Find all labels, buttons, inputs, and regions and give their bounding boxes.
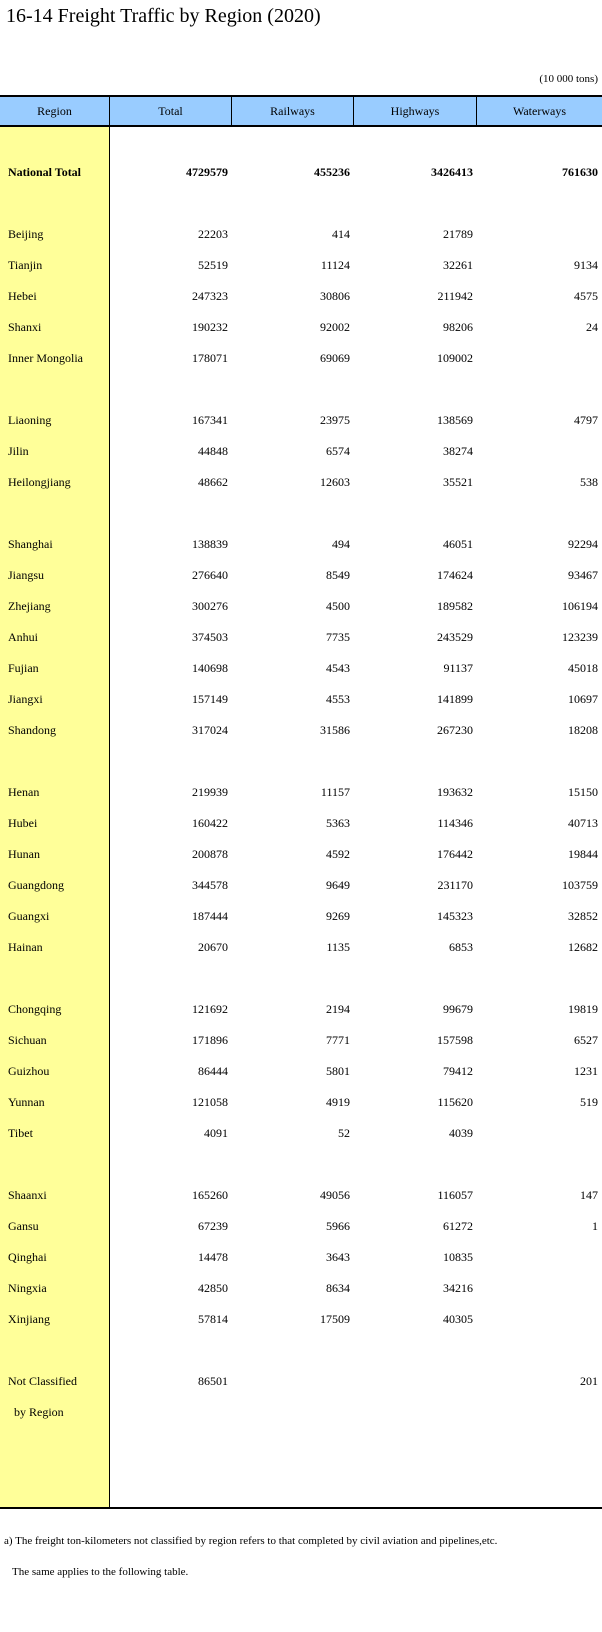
header-railways: Railways xyxy=(232,97,354,125)
highways-cell: 34216 xyxy=(443,1280,473,1295)
total-cell: 67239 xyxy=(198,1218,228,1233)
region-cell: Hunan xyxy=(8,846,40,861)
table-header xyxy=(0,95,602,127)
railways-cell: 52 xyxy=(338,1125,350,1140)
highways-cell: 157598 xyxy=(437,1032,473,1047)
waterways-cell: 15150 xyxy=(568,784,598,799)
table-row xyxy=(0,1276,602,1300)
waterways-cell: 92294 xyxy=(568,536,598,551)
region-cell: Hubei xyxy=(8,815,38,830)
table-row xyxy=(0,1369,602,1393)
waterways-cell: 32852 xyxy=(568,908,598,923)
waterways-cell: 106194 xyxy=(562,598,598,613)
total-cell: 160422 xyxy=(192,815,228,830)
region-cell: Yunnan xyxy=(8,1094,45,1109)
footnote-line-2: The same applies to the following table. xyxy=(4,1566,189,1578)
region-cell: Shanxi xyxy=(8,319,42,334)
waterways-cell: 6527 xyxy=(574,1032,598,1047)
railways-cell: 2194 xyxy=(326,1001,350,1016)
region-cell: Xinjiang xyxy=(8,1311,50,1326)
railways-cell: 11157 xyxy=(320,784,350,799)
table-row xyxy=(0,315,602,339)
region-cell: Shandong xyxy=(8,722,56,737)
table-row xyxy=(0,1245,602,1269)
highways-cell: 10835 xyxy=(443,1249,473,1264)
waterways-cell: 538 xyxy=(580,474,598,489)
total-cell: 140698 xyxy=(192,660,228,675)
unit-label: (10 000 tons) xyxy=(539,73,598,85)
railways-cell: 23975 xyxy=(320,412,350,427)
waterways-cell: 1231 xyxy=(574,1063,598,1078)
railways-cell: 7735 xyxy=(326,629,350,644)
highways-cell: 145323 xyxy=(437,908,473,923)
total-cell: 86501 xyxy=(198,1373,228,1388)
highways-cell: 38274 xyxy=(443,443,473,458)
highways-cell: 3426413 xyxy=(431,164,473,179)
railways-cell: 4543 xyxy=(326,660,350,675)
total-cell: 86444 xyxy=(198,1063,228,1078)
railways-cell: 30806 xyxy=(320,288,350,303)
table-row xyxy=(0,780,602,804)
highways-cell: 40305 xyxy=(443,1311,473,1326)
header-region: Region xyxy=(0,97,110,125)
highways-cell: 99679 xyxy=(443,1001,473,1016)
region-cell: Gansu xyxy=(8,1218,39,1233)
page-title: 16-14 Freight Traffic by Region (2020) xyxy=(6,5,321,27)
table-row xyxy=(0,532,602,556)
railways-cell: 5363 xyxy=(326,815,350,830)
highways-cell: 109002 xyxy=(437,350,473,365)
table-row xyxy=(0,1059,602,1083)
waterways-cell: 9134 xyxy=(574,257,598,272)
region-cell: by Region xyxy=(8,1404,64,1419)
region-cell: Fujian xyxy=(8,660,39,675)
region-cell: Beijing xyxy=(8,226,44,241)
railways-cell: 5801 xyxy=(326,1063,350,1078)
region-cell: Tianjin xyxy=(8,257,43,272)
table-row xyxy=(0,904,602,928)
region-cell: Ningxia xyxy=(8,1280,47,1295)
table-row xyxy=(0,408,602,432)
total-cell: 344578 xyxy=(192,877,228,892)
region-cell: Henan xyxy=(8,784,40,799)
table-row xyxy=(0,656,602,680)
railways-cell: 6574 xyxy=(326,443,350,458)
highways-cell: 189582 xyxy=(437,598,473,613)
region-cell: Jiangxi xyxy=(8,691,43,706)
total-cell: 165260 xyxy=(192,1187,228,1202)
table-row xyxy=(0,1307,602,1331)
table-row xyxy=(0,1214,602,1238)
railways-cell: 1135 xyxy=(326,939,350,954)
table-row xyxy=(0,997,602,1021)
waterways-cell: 4575 xyxy=(574,288,598,303)
waterways-cell: 40713 xyxy=(568,815,598,830)
region-cell: Inner Mongolia xyxy=(8,350,83,365)
highways-cell: 6853 xyxy=(449,939,473,954)
railways-cell: 92002 xyxy=(320,319,350,334)
table-row xyxy=(0,222,602,246)
railways-cell: 4500 xyxy=(326,598,350,613)
region-cell: National Total xyxy=(8,164,82,179)
highways-cell: 115620 xyxy=(437,1094,473,1109)
railways-cell: 49056 xyxy=(320,1187,350,1202)
table-row xyxy=(0,346,602,370)
region-cell: Guizhou xyxy=(8,1063,50,1078)
waterways-cell: 10697 xyxy=(568,691,598,706)
waterways-cell: 519 xyxy=(580,1094,598,1109)
region-cell: Jiangsu xyxy=(8,567,44,582)
total-cell: 247323 xyxy=(192,288,228,303)
waterways-cell: 24 xyxy=(586,319,598,334)
railways-cell: 5966 xyxy=(326,1218,350,1233)
total-cell: 121692 xyxy=(192,1001,228,1016)
region-cell: Hainan xyxy=(8,939,43,954)
total-cell: 121058 xyxy=(192,1094,228,1109)
waterways-cell: 12682 xyxy=(568,939,598,954)
total-cell: 44848 xyxy=(198,443,228,458)
total-cell: 22203 xyxy=(198,226,228,241)
railways-cell: 17509 xyxy=(320,1311,350,1326)
highways-cell: 61272 xyxy=(443,1218,473,1233)
railways-cell: 31586 xyxy=(320,722,350,737)
highways-cell: 35521 xyxy=(443,474,473,489)
waterways-cell: 4797 xyxy=(574,412,598,427)
table-row xyxy=(0,687,602,711)
railways-cell: 7771 xyxy=(326,1032,350,1047)
highways-cell: 21789 xyxy=(443,226,473,241)
waterways-cell: 45018 xyxy=(568,660,598,675)
waterways-cell: 761630 xyxy=(562,164,598,179)
table-row xyxy=(0,718,602,742)
table-row xyxy=(0,842,602,866)
waterways-cell: 147 xyxy=(580,1187,598,1202)
region-cell: Chongqing xyxy=(8,1001,62,1016)
region-cell: Zhejiang xyxy=(8,598,51,613)
region-cell: Shaanxi xyxy=(8,1187,47,1202)
waterways-cell: 103759 xyxy=(562,877,598,892)
total-cell: 317024 xyxy=(192,722,228,737)
total-cell: 276640 xyxy=(192,567,228,582)
table-row xyxy=(0,873,602,897)
total-cell: 167341 xyxy=(192,412,228,427)
highways-cell: 116057 xyxy=(437,1187,473,1202)
region-cell: Shanghai xyxy=(8,536,53,551)
region-cell: Qinghai xyxy=(8,1249,47,1264)
table-row xyxy=(0,439,602,463)
table-bottom-rule xyxy=(0,1507,602,1509)
header-total: Total xyxy=(110,97,232,125)
highways-cell: 176442 xyxy=(437,846,473,861)
table-row xyxy=(0,284,602,308)
railways-cell: 11124 xyxy=(320,257,350,272)
total-cell: 178071 xyxy=(192,350,228,365)
region-cell: Liaoning xyxy=(8,412,52,427)
table-row xyxy=(0,594,602,618)
railways-cell: 9649 xyxy=(326,877,350,892)
highways-cell: 138569 xyxy=(437,412,473,427)
freight-table xyxy=(0,95,602,1509)
railways-cell: 8634 xyxy=(326,1280,350,1295)
railways-cell: 4592 xyxy=(326,846,350,861)
highways-cell: 267230 xyxy=(437,722,473,737)
region-cell: Guangdong xyxy=(8,877,64,892)
table-row xyxy=(0,1090,602,1114)
table-row xyxy=(0,253,602,277)
railways-cell: 8549 xyxy=(326,567,350,582)
highways-cell: 211942 xyxy=(437,288,473,303)
table-row xyxy=(0,160,602,184)
table-row xyxy=(0,563,602,587)
total-cell: 20670 xyxy=(198,939,228,954)
waterways-cell: 19844 xyxy=(568,846,598,861)
railways-cell: 12603 xyxy=(320,474,350,489)
highways-cell: 4039 xyxy=(449,1125,473,1140)
highways-cell: 243529 xyxy=(437,629,473,644)
highways-cell: 91137 xyxy=(443,660,473,675)
total-cell: 171896 xyxy=(192,1032,228,1047)
total-cell: 219939 xyxy=(192,784,228,799)
table-row xyxy=(0,811,602,835)
waterways-cell: 93467 xyxy=(568,567,598,582)
waterways-cell: 19819 xyxy=(568,1001,598,1016)
total-cell: 187444 xyxy=(192,908,228,923)
railways-cell: 9269 xyxy=(326,908,350,923)
railways-cell: 4553 xyxy=(326,691,350,706)
region-cell: Guangxi xyxy=(8,908,50,923)
total-cell: 300276 xyxy=(192,598,228,613)
table-row xyxy=(0,1183,602,1207)
footnote-line-1: a) The freight ton-kilometers not classified by region refers to that completed by civil aviation and pipelines,etc. xyxy=(4,1535,498,1547)
total-cell: 157149 xyxy=(192,691,228,706)
total-cell: 48662 xyxy=(198,474,228,489)
waterways-cell: 123239 xyxy=(562,629,598,644)
region-cell: Hebei xyxy=(8,288,37,303)
highways-cell: 32261 xyxy=(443,257,473,272)
railways-cell: 455236 xyxy=(314,164,350,179)
waterways-cell: 1 xyxy=(592,1218,598,1233)
railways-cell: 414 xyxy=(332,226,350,241)
total-cell: 57814 xyxy=(198,1311,228,1326)
highways-cell: 141899 xyxy=(437,691,473,706)
region-cell: Anhui xyxy=(8,629,38,644)
highways-cell: 46051 xyxy=(443,536,473,551)
highways-cell: 193632 xyxy=(437,784,473,799)
table-row xyxy=(0,470,602,494)
railways-cell: 3643 xyxy=(326,1249,350,1264)
highways-cell: 231170 xyxy=(437,877,473,892)
waterways-cell: 201 xyxy=(580,1373,598,1388)
total-cell: 190232 xyxy=(192,319,228,334)
region-cell: Jilin xyxy=(8,443,29,458)
table-row xyxy=(0,1121,602,1145)
total-cell: 4729579 xyxy=(186,164,228,179)
total-cell: 374503 xyxy=(192,629,228,644)
region-cell: Sichuan xyxy=(8,1032,47,1047)
total-cell: 4091 xyxy=(204,1125,228,1140)
total-cell: 42850 xyxy=(198,1280,228,1295)
highways-cell: 174624 xyxy=(437,567,473,582)
total-cell: 52519 xyxy=(198,257,228,272)
railways-cell: 4919 xyxy=(326,1094,350,1109)
highways-cell: 79412 xyxy=(443,1063,473,1078)
waterways-cell: 18208 xyxy=(568,722,598,737)
highways-cell: 114346 xyxy=(437,815,473,830)
header-waterways: Waterways xyxy=(512,103,566,118)
total-cell: 138839 xyxy=(192,536,228,551)
table-row xyxy=(0,935,602,959)
region-cell: Not Classified xyxy=(8,1373,77,1388)
railways-cell: 69069 xyxy=(320,350,350,365)
highways-cell: 98206 xyxy=(443,319,473,334)
region-cell: Heilongjiang xyxy=(8,474,71,489)
table-row xyxy=(0,1028,602,1052)
region-cell: Tibet xyxy=(8,1125,33,1140)
total-cell: 14478 xyxy=(198,1249,228,1264)
table-row xyxy=(0,1400,602,1424)
railways-cell: 494 xyxy=(332,536,350,551)
total-cell: 200878 xyxy=(192,846,228,861)
header-highways: Highways xyxy=(354,97,477,125)
table-row xyxy=(0,625,602,649)
